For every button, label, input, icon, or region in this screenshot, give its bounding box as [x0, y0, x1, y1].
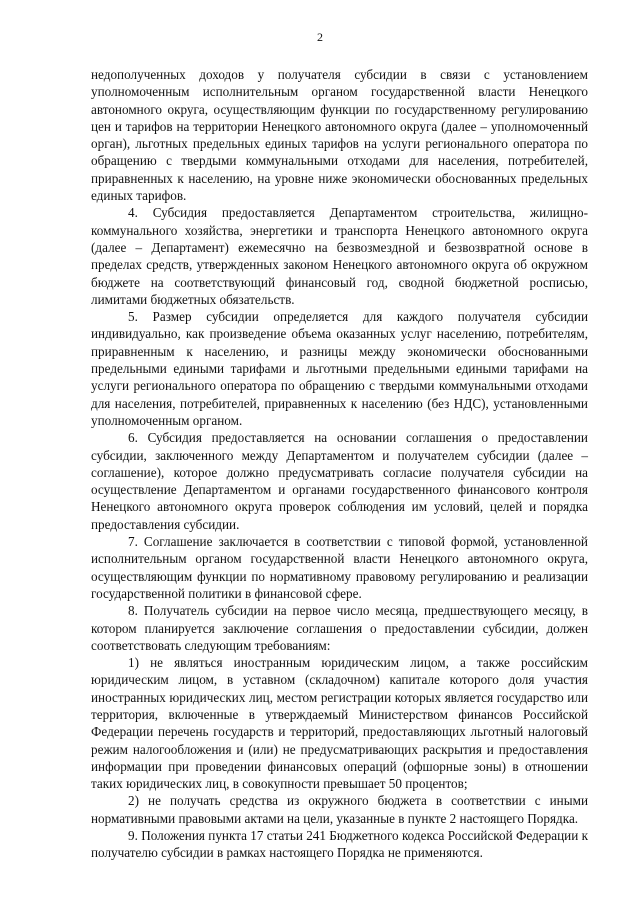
paragraph-item-8: 8. Получатель субсидии на первое число месяца, предшествующего месяцу, в котором планируется заключение соглашения о предоставлении субсидии, должен соответствовать следующим требованиям: — [91, 603, 588, 653]
paragraph-subitem-2: 2) не получать средства из окружного бюджета в соответствии с иными нормативными правовыми актами на цели, указанные в пункте 2 настоящего Порядка. — [91, 793, 588, 826]
paragraph-item-6: 6. Субсидия предоставляется на основании соглашения о предоставлении субсидии, заключенного между Департаментом и получателем субсидии (далее – соглашение), которое должно предусматривать согласие получателя субсидии на осуществление Департаментом и органами государственного финансового контроля Ненецкого автономного округа проверок соблюдения им условий, целей и порядка предоставления субсидии. — [91, 430, 588, 532]
paragraph-item-7: 7. Соглашение заключается в соответствии с типовой формой, установленной исполнительным органом государственной власти Ненецкого автономного округа, осуществляющим функции по нормативному правовому регулированию и реализации государственной политики в финансовой сфере. — [91, 534, 588, 601]
paragraph-item-4: 4. Субсидия предоставляется Департаментом строительства, жилищно-коммунального хозяйства, энергетики и транспорта Ненецкого автономного округа (далее – Департамент) ежемесячно на безвозмездной и безвозвратной основе в пределах средств, утвержденных законом Ненецкого автономного округа об окружном бюджете на соответствующий финансовый год, сводной бюджетной росписью, лимитами бюджетных обязательств. — [91, 205, 588, 307]
paragraph-item-5: 5. Размер субсидии определяется для каждого получателя субсидии индивидуально, как произведение объема оказанных услуг населению, потребителям, приравненным к населению, и разницы между экономически обоснованными предельными едиными тарифами и льготными предельными едиными тарифами на услуги регионального оператора по обращению с твердыми коммунальными отходами для населения, потребителей, приравненных к населению (без НДС), установленными уполномоченным органом. — [91, 309, 588, 428]
paragraph-continuation: недополученных доходов у получателя субсидии в связи с установлением уполномоченным исполнительным органом государственной власти Ненецкого автономного округа, осуществляющим функции по государственному регулированию цен и тарифов на территории Ненецкого автономного округа (далее – уполномоченный орган), льготных предельных единых тарифов на услуги регионального оператора по обращению с твердыми коммунальными отходами для населения, потребителей, приравненных к населению, на уровне ниже экономически обоснованных предельных единых тарифов. — [91, 67, 588, 204]
page-number: 2 — [317, 30, 323, 44]
paragraph-item-9: 9. Положения пункта 17 статьи 241 Бюджетного кодекса Российской Федерации к получателю субсидии в рамках настоящего Порядка не применяются. — [91, 828, 588, 861]
document-body — [91, 66, 588, 862]
paragraph-subitem-1: 1) не являться иностранным юридическим лицом, а также российским юридическим лицом, в уставном (складочном) капитале которого доля участия иностранных юридических лиц, местом регистрации которых является государство или территория, включенные в утверждаемый Министерством финансов Российской Федерации перечень государств и территорий, предоставляющих льготный налоговый режим налогообложения и (или) не предусматривающих раскрытия и предоставления информации при проведении финансовых операций (офшорные зоны) в отношении таких юридических лиц, в совокупности превышает 50 процентов; — [91, 655, 588, 792]
